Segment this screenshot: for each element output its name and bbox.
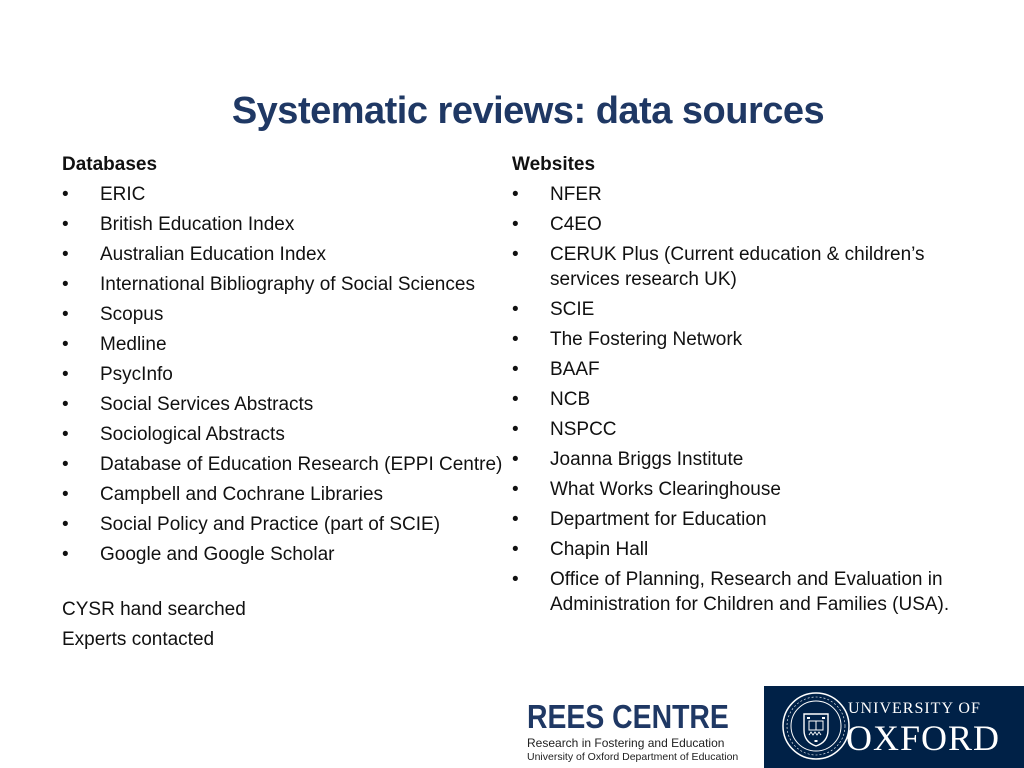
list-item-text: PsycInfo	[100, 364, 173, 385]
websites-heading: Websites	[512, 154, 596, 175]
oxford-name: OXFORD	[846, 718, 1001, 758]
list-item	[512, 297, 972, 322]
list-item-text: ERIC	[100, 184, 146, 205]
websites-list	[512, 182, 972, 617]
rees-centre-department: University of Oxford Department of Education	[527, 751, 739, 763]
list-item	[512, 212, 972, 237]
list-item	[62, 362, 512, 387]
experts-note: Experts contacted	[62, 629, 215, 650]
bullet-icon: •	[62, 424, 69, 445]
list-item	[512, 477, 972, 502]
list-item-text: Sociological Abstracts	[100, 424, 285, 445]
list-item	[512, 567, 972, 617]
list-item-text: Social Policy and Practice (part of SCIE)	[100, 514, 441, 535]
list-item	[62, 482, 512, 507]
list-item	[512, 242, 972, 292]
list-item-text: British Education Index	[100, 214, 295, 235]
slide-title: Systematic reviews: data sources	[231, 90, 825, 132]
oxford-university-of: UNIVERSITY OF	[848, 700, 981, 717]
databases-heading: Databases	[62, 154, 158, 175]
oxford-crest-icon	[780, 690, 852, 762]
list-item	[62, 422, 512, 447]
rees-centre-logo	[527, 700, 737, 764]
bullet-icon: •	[512, 479, 519, 500]
list-item-text: Scopus	[100, 304, 164, 325]
databases-column	[62, 152, 512, 657]
bullet-icon: •	[512, 299, 519, 320]
list-item	[512, 327, 972, 352]
list-item	[62, 332, 512, 357]
list-item	[62, 452, 512, 477]
list-item	[62, 242, 512, 267]
bullet-icon: •	[62, 214, 69, 235]
list-item-text: C4EO	[550, 214, 602, 235]
bullet-icon: •	[62, 184, 69, 205]
list-item-text: Department for Education	[550, 509, 767, 530]
bullet-icon: •	[512, 359, 519, 380]
bullet-icon: •	[512, 419, 519, 440]
bullet-icon: •	[512, 214, 519, 235]
list-item-text: International Bibliography of Social Sciences	[100, 274, 475, 295]
bullet-icon: •	[512, 569, 519, 590]
list-item	[62, 392, 512, 417]
databases-list	[62, 182, 512, 567]
bullet-icon: •	[62, 304, 69, 325]
list-item-text: Google and Google Scholar	[100, 544, 335, 565]
bullet-icon: •	[512, 184, 519, 205]
bullet-icon: •	[512, 539, 519, 560]
list-item-text: The Fostering Network	[550, 329, 743, 350]
list-item	[512, 387, 972, 412]
list-item	[512, 357, 972, 382]
list-item-text: Joanna Briggs Institute	[550, 449, 744, 470]
list-item	[512, 537, 972, 562]
rees-centre-tagline: Research in Fostering and Education	[527, 736, 725, 750]
rees-centre-name: REES CENTRE	[527, 698, 729, 735]
list-item	[512, 182, 972, 207]
bullet-icon: •	[62, 334, 69, 355]
bullet-icon: •	[62, 514, 69, 535]
list-item	[512, 417, 972, 442]
bullet-icon: •	[512, 449, 519, 470]
list-item-text: Office of Planning, Research and Evaluation in Administration for Children and Families (USA).	[550, 569, 950, 615]
bullet-icon: •	[512, 244, 519, 265]
bullet-icon: •	[62, 274, 69, 295]
list-item	[62, 212, 512, 237]
list-item	[62, 182, 512, 207]
list-item-text: NCB	[550, 389, 591, 410]
list-item-text: Database of Education Research (EPPI Centre)	[100, 454, 503, 475]
list-item	[62, 542, 512, 567]
bullet-icon: •	[62, 484, 69, 505]
list-item-text: Medline	[100, 334, 167, 355]
list-item	[62, 272, 512, 297]
list-item-text: What Works Clearinghouse	[550, 479, 781, 500]
bullet-icon: •	[512, 509, 519, 530]
list-item-text: Social Services Abstracts	[100, 394, 314, 415]
bullet-icon: •	[62, 454, 69, 475]
list-item-text: NSPCC	[550, 419, 617, 440]
list-item-text: BAAF	[550, 359, 600, 380]
list-item	[512, 507, 972, 532]
list-item	[62, 512, 512, 537]
bullet-icon: •	[512, 389, 519, 410]
databases-extra	[62, 597, 512, 652]
list-item	[512, 447, 972, 472]
bullet-icon: •	[62, 364, 69, 385]
bullet-icon: •	[62, 244, 69, 265]
hand-searched-note: CYSR hand searched	[62, 599, 246, 620]
oxford-logo	[764, 686, 1024, 768]
bullet-icon: •	[62, 544, 69, 565]
bullet-icon: •	[62, 394, 69, 415]
list-item-text: NFER	[550, 184, 602, 205]
list-item-text: Campbell and Cochrane Libraries	[100, 484, 384, 505]
list-item-text: CERUK Plus (Current education & children’s services research UK)	[550, 244, 925, 290]
websites-column	[512, 152, 972, 622]
list-item-text: Australian Education Index	[100, 244, 327, 265]
bullet-icon: •	[512, 329, 519, 350]
list-item-text: Chapin Hall	[550, 539, 649, 560]
list-item-text: SCIE	[550, 299, 595, 320]
list-item	[62, 302, 512, 327]
